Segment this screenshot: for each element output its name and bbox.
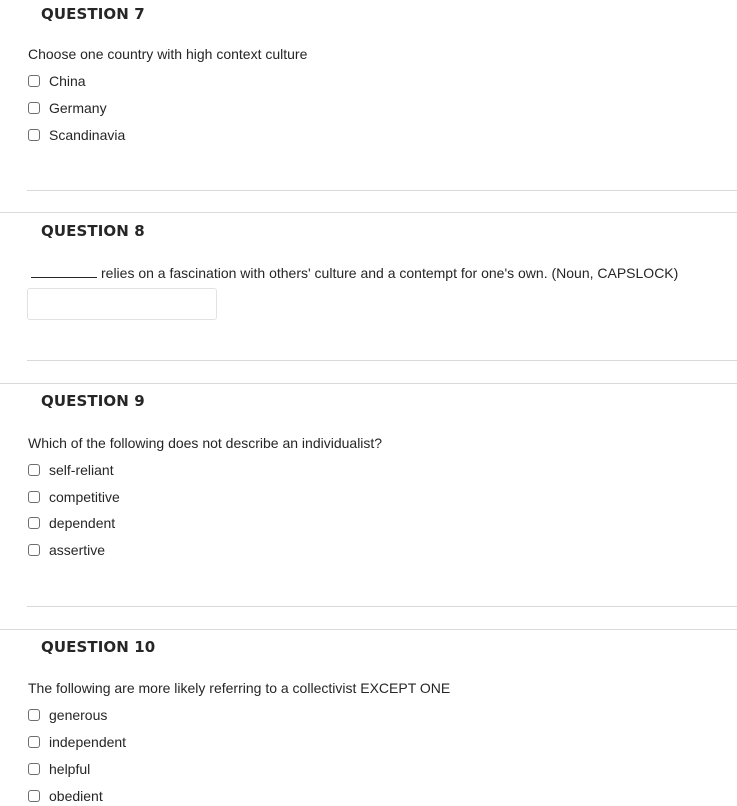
q10-top-divider xyxy=(0,629,737,630)
option-label: self-reliant xyxy=(49,462,114,478)
q7-option-china[interactable] xyxy=(28,72,86,90)
q9-option-assertive[interactable] xyxy=(28,541,105,559)
option-label: obedient xyxy=(49,788,103,804)
q10-option-generous[interactable] xyxy=(28,706,107,724)
q9-option-self-reliant[interactable] xyxy=(28,461,114,479)
question-10-title: QUESTION 10 xyxy=(41,638,156,656)
option-label: generous xyxy=(49,707,108,723)
question-8-prompt-text: relies on a fascination with others' culture and a contempt for one's own. (Noun, CAPSLOCK) xyxy=(101,265,679,281)
q9-option-dependent[interactable] xyxy=(28,514,115,532)
answer-input[interactable] xyxy=(27,288,217,320)
question-9-title: QUESTION 9 xyxy=(41,392,145,410)
q8-bottom-divider xyxy=(27,360,737,361)
question-9-prompt: Which of the following does not describe an individualist? xyxy=(28,435,383,451)
q9-option-competitive[interactable] xyxy=(28,488,120,506)
checkbox[interactable] xyxy=(28,763,40,775)
q9-bottom-divider xyxy=(27,606,737,607)
option-label: assertive xyxy=(49,542,106,558)
checkbox[interactable] xyxy=(28,709,40,721)
question-7-prompt: Choose one country with high context culture xyxy=(28,46,308,62)
q10-option-helpful[interactable] xyxy=(28,760,90,778)
checkbox[interactable] xyxy=(28,790,40,802)
q10-option-independent[interactable] xyxy=(28,733,126,751)
checkbox[interactable] xyxy=(28,491,40,503)
option-label: Germany xyxy=(49,100,107,116)
checkbox[interactable] xyxy=(28,75,40,87)
option-label: helpful xyxy=(49,761,91,777)
checkbox[interactable] xyxy=(28,544,40,556)
checkbox[interactable] xyxy=(28,464,40,476)
q9-top-divider xyxy=(0,383,737,384)
q7-option-scandinavia[interactable] xyxy=(28,126,125,144)
question-7-title: QUESTION 7 xyxy=(41,5,145,23)
question-10-prompt: The following are more likely referring to a collectivist EXCEPT ONE xyxy=(28,680,451,696)
q7-option-germany[interactable] xyxy=(28,99,107,117)
question-8-prompt xyxy=(31,265,678,281)
question-8-title: QUESTION 8 xyxy=(41,222,145,240)
checkbox[interactable] xyxy=(28,102,40,114)
checkbox[interactable] xyxy=(28,129,40,141)
q7-bottom-divider xyxy=(27,190,737,191)
option-label: China xyxy=(49,73,86,89)
option-label: Scandinavia xyxy=(49,127,126,143)
q8-top-divider xyxy=(0,212,737,213)
blank-line xyxy=(31,267,97,278)
option-label: competitive xyxy=(49,489,120,505)
option-label: independent xyxy=(49,734,127,750)
option-label: dependent xyxy=(49,515,116,531)
checkbox[interactable] xyxy=(28,736,40,748)
q10-option-obedient[interactable] xyxy=(28,787,103,805)
checkbox[interactable] xyxy=(28,517,40,529)
